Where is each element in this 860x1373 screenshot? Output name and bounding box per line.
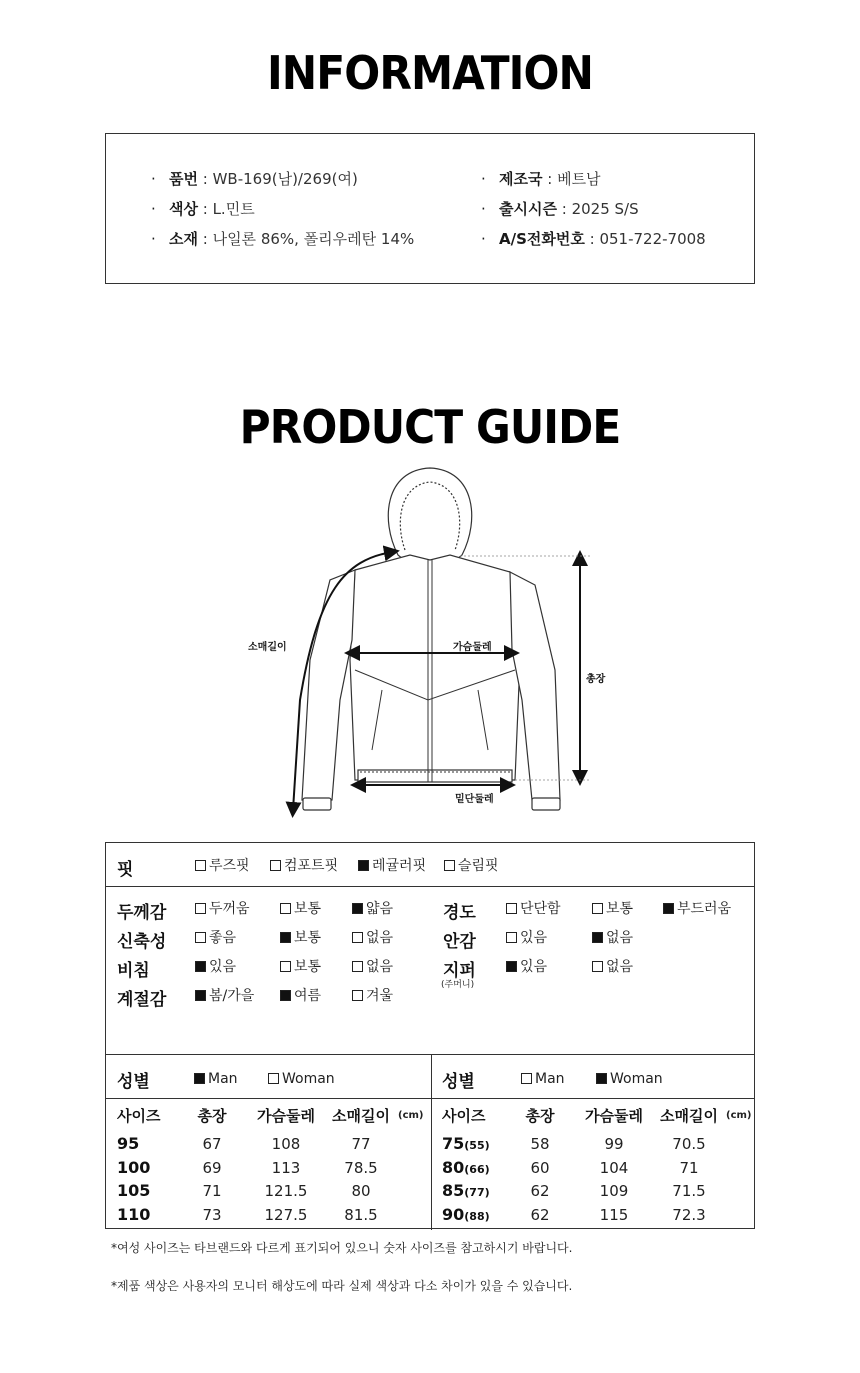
measurement-value: 60 [530, 1158, 550, 1177]
unchecked-box-icon [352, 932, 363, 943]
size-number: 75 [442, 1134, 465, 1153]
total-length-label: 총장 [586, 674, 606, 685]
option-label: 있음 [520, 930, 548, 946]
info-row-season: · 출시시즌 : 2025 S/S [481, 200, 639, 218]
attribute-label: 경도 [443, 903, 476, 923]
attribute-option [592, 929, 633, 947]
info-value: 2025 S/S [571, 200, 639, 218]
attribute-label: 두께감 [117, 903, 167, 923]
measurement-value: 78.5 [344, 1158, 378, 1177]
size-value [117, 1181, 150, 1200]
option-label: 부드러움 [677, 901, 732, 917]
size-number: 95 [117, 1134, 140, 1153]
size-value [442, 1134, 490, 1153]
option-label: 좋음 [209, 930, 237, 946]
info-row-product-code: · 품번 : WB-169(남)/269(여) [151, 170, 358, 188]
attribute-label: 비침 [117, 961, 150, 981]
jacket-illustration [0, 460, 860, 820]
info-separator: : [197, 170, 213, 188]
checked-box-icon [352, 903, 363, 914]
attribute-label: 계절감 [117, 990, 167, 1010]
fit-option [444, 857, 499, 875]
size-column-header: 사이즈 [117, 1107, 161, 1125]
measurement-value: 62 [530, 1182, 550, 1200]
size-number: 105 [117, 1181, 151, 1200]
option-label: Woman [282, 1071, 335, 1087]
sleeve-length-label: 소매길이 [248, 642, 287, 653]
attribute-sublabel: (주머니) [441, 980, 475, 990]
option-label: 없음 [366, 959, 394, 975]
option-label: 루즈핏 [209, 858, 250, 874]
size-korean: (66) [464, 1162, 490, 1176]
info-separator: : [542, 170, 558, 188]
gender-option [596, 1070, 663, 1088]
unchecked-box-icon [352, 961, 363, 972]
checked-box-icon [663, 903, 674, 914]
info-key: 출시시즌 [499, 200, 557, 218]
option-label: 있음 [520, 959, 548, 975]
size-korean: (55) [464, 1139, 490, 1152]
chest-label: 가슴둘레 [453, 642, 492, 653]
measurement-value: 80 [351, 1182, 371, 1200]
measurement-value: 71 [202, 1182, 222, 1200]
option-label: 단단함 [520, 901, 561, 917]
option-label: 보통 [294, 901, 322, 917]
measurement-value: 58 [530, 1135, 550, 1153]
gender-option [268, 1070, 335, 1088]
measurement-value: 99 [604, 1135, 624, 1153]
info-row-country: · 제조국 : 베트남 [481, 170, 601, 188]
measurement-value: 121.5 [264, 1182, 308, 1200]
info-value: L.민트 [212, 200, 255, 218]
option-label: 얇음 [366, 901, 394, 917]
unchecked-box-icon [195, 860, 206, 871]
option-label: 레귤러핏 [372, 858, 427, 874]
gender-option [194, 1070, 238, 1088]
unit-label: (cm) [726, 1110, 752, 1121]
size-column-header: 총장 [525, 1107, 555, 1125]
info-value: 베트남 [557, 170, 601, 188]
info-row-material: · 소재 : 나일론 86%, 폴리우레탄 14% [151, 230, 415, 248]
unchecked-box-icon [521, 1073, 532, 1084]
option-label: 슬림핏 [458, 858, 499, 874]
attribute-option [195, 987, 254, 1005]
size-value [442, 1158, 490, 1177]
attribute-option [663, 900, 731, 918]
attribute-option [280, 900, 321, 918]
note-women-size: *여성 사이즈는 타브랜드와 다르게 표기되어 있으니 숫자 사이즈를 참고하시기 바랍니다. [111, 1241, 573, 1255]
measurement-value: 71 [679, 1158, 699, 1177]
info-value: 나일론 86%, 폴리우레탄 14% [212, 230, 415, 248]
info-value: WB-169(남)/269(여) [212, 170, 358, 188]
checked-box-icon [596, 1073, 607, 1084]
attribute-label: 안감 [443, 932, 476, 952]
attribute-option [352, 987, 393, 1005]
size-column-header: 소매길이 [332, 1107, 390, 1125]
size-korean: (77) [464, 1186, 490, 1199]
option-label: 있음 [209, 959, 237, 975]
attribute-option [280, 929, 321, 947]
option-label: 없음 [606, 930, 634, 946]
measurement-value: 69 [202, 1158, 222, 1177]
attribute-option [195, 958, 236, 976]
size-number: 110 [117, 1204, 151, 1224]
unchecked-box-icon [592, 903, 603, 914]
attribute-option [506, 929, 547, 947]
measurement-value: 113 [271, 1158, 301, 1177]
info-key: 색상 [169, 200, 198, 218]
option-label: 컴포트핏 [284, 858, 339, 874]
checked-box-icon [280, 932, 291, 943]
unchecked-box-icon [352, 990, 363, 1001]
spec-table [105, 842, 755, 1229]
measurement-value: 77 [351, 1135, 371, 1153]
info-row-as-phone: · A/S전화번호 : 051-722-7008 [481, 230, 706, 248]
checked-box-icon [280, 990, 291, 1001]
checked-box-icon [358, 860, 369, 871]
option-label: 없음 [366, 930, 394, 946]
attribute-option [280, 987, 321, 1005]
size-column-header: 총장 [197, 1107, 227, 1125]
attribute-option [352, 900, 393, 918]
option-label: 여름 [294, 988, 322, 1004]
unit-label: (cm) [398, 1110, 424, 1121]
option-label: 보통 [606, 901, 634, 917]
option-label: 보통 [294, 930, 322, 946]
measurement-value: 72.3 [672, 1205, 706, 1224]
size-value [442, 1205, 490, 1224]
information-box [105, 133, 755, 284]
info-separator: : [584, 230, 600, 248]
info-separator: : [556, 200, 572, 218]
size-number: 80 [442, 1157, 465, 1177]
product-guide-title: PRODUCT GUIDE [239, 400, 621, 454]
unchecked-box-icon [280, 961, 291, 972]
size-column-header: 소매길이 [660, 1107, 718, 1125]
option-label: Man [208, 1071, 238, 1087]
info-column-right [481, 168, 706, 258]
measurement-value: 108 [271, 1135, 301, 1153]
option-label: 없음 [606, 959, 634, 975]
attribute-option [352, 929, 393, 947]
attribute-option [280, 958, 321, 976]
attribute-option [195, 929, 236, 947]
unchecked-box-icon [195, 903, 206, 914]
attribute-option [506, 900, 561, 918]
size-number: 100 [117, 1157, 151, 1177]
fit-option [358, 857, 426, 875]
measurement-value: 73 [202, 1205, 222, 1224]
gender-label: 성별 [442, 1072, 475, 1092]
hem-label: 밑단둘레 [455, 794, 494, 805]
gender-label: 성별 [117, 1072, 150, 1092]
information-title: INFORMATION [266, 46, 594, 100]
measurement-value: 67 [202, 1135, 222, 1153]
measurement-value: 104 [599, 1158, 629, 1177]
attribute-option [592, 958, 633, 976]
size-value [117, 1134, 139, 1153]
measurement-value: 71.5 [672, 1182, 706, 1200]
size-number: 85 [442, 1181, 465, 1200]
checked-box-icon [195, 961, 206, 972]
option-label: Woman [610, 1071, 663, 1087]
size-value [117, 1205, 150, 1224]
attribute-option [195, 900, 250, 918]
unchecked-box-icon [280, 903, 291, 914]
option-label: 두꺼움 [209, 901, 250, 917]
gender-option [521, 1070, 565, 1088]
option-label: 봄/가을 [209, 988, 255, 1004]
option-label: 겨울 [366, 988, 394, 1004]
size-column-header: 사이즈 [442, 1107, 486, 1125]
fit-option [270, 857, 338, 875]
measurement-value: 127.5 [264, 1205, 308, 1224]
attribute-option [506, 958, 547, 976]
size-value [442, 1181, 490, 1200]
jacket-diagram [0, 460, 860, 820]
info-row-color: · 색상 : L.민트 [151, 200, 255, 218]
size-value [117, 1158, 150, 1177]
attribute-option [352, 958, 393, 976]
size-korean: (88) [464, 1209, 490, 1223]
measurement-value: 81.5 [344, 1205, 378, 1224]
option-label: 보통 [294, 959, 322, 975]
note-color: *제품 색상은 사용자의 모니터 해상도에 따라 실제 색상과 다소 차이가 있을 수 있습니다. [111, 1279, 573, 1293]
size-column-header: 가슴둘레 [257, 1107, 315, 1125]
measurement-value: 115 [599, 1205, 629, 1224]
info-key: 품번 [169, 170, 198, 188]
checked-box-icon [506, 961, 517, 972]
unchecked-box-icon [195, 932, 206, 943]
checked-box-icon [195, 990, 206, 1001]
info-separator: : [197, 200, 213, 218]
measurement-value: 70.5 [672, 1135, 706, 1153]
attribute-label: 지퍼 [443, 961, 476, 981]
unchecked-box-icon [270, 860, 281, 871]
unchecked-box-icon [592, 961, 603, 972]
info-key: A/S전화번호 [499, 230, 585, 248]
info-column-left [151, 168, 414, 258]
measurement-value: 62 [530, 1205, 550, 1224]
info-separator: : [197, 230, 213, 248]
size-number: 90 [442, 1204, 465, 1224]
option-label: Man [535, 1071, 565, 1087]
info-key: 소재 [169, 230, 198, 248]
unchecked-box-icon [506, 932, 517, 943]
unchecked-box-icon [444, 860, 455, 871]
checked-box-icon [194, 1073, 205, 1084]
size-column-header: 가슴둘레 [585, 1107, 643, 1125]
attribute-label: 신축성 [117, 932, 167, 952]
fit-label: 핏 [117, 860, 134, 880]
info-key: 제조국 [499, 170, 543, 188]
attribute-option [592, 900, 633, 918]
unchecked-box-icon [268, 1073, 279, 1084]
measurement-value: 109 [599, 1182, 629, 1200]
info-value: 051-722-7008 [599, 230, 706, 248]
checked-box-icon [592, 932, 603, 943]
unchecked-box-icon [506, 903, 517, 914]
fit-option [195, 857, 250, 875]
